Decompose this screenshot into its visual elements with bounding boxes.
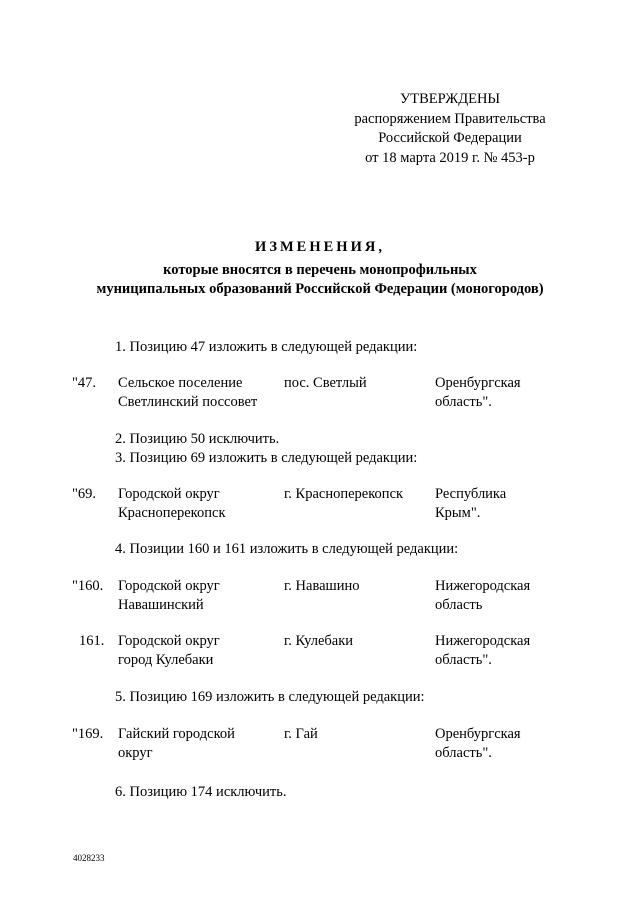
entry-municipality-line-1: Городской округ <box>118 633 220 649</box>
entry-161 <box>0 632 640 672</box>
entry-municipality-line-2: Светлинский поссовет <box>118 394 258 410</box>
document-subtitle <box>60 261 580 299</box>
entry-region-line-2: область". <box>435 394 492 410</box>
instruction-2: 2. Позицию 50 исключить. <box>115 431 280 447</box>
entry-municipality <box>118 632 278 670</box>
entry-region-line-1: Нижегородская <box>435 578 531 594</box>
instruction-5: 5. Позицию 169 изложить в следующей редакции: <box>115 689 425 705</box>
entry-region-line-1: Республика <box>435 486 507 502</box>
approval-line-1: распоряжением Правительства <box>354 110 546 127</box>
entry-municipality <box>118 577 278 615</box>
entry-region <box>435 632 585 670</box>
entry-city: г. Красноперекопск <box>284 486 404 502</box>
document-code: 4028233 <box>73 853 105 863</box>
entry-municipality-line-1: Городской округ <box>118 486 220 502</box>
entry-municipality <box>118 725 278 763</box>
entry-region-line-1: Нижегородская <box>435 633 531 649</box>
entry-47 <box>0 374 640 414</box>
entry-region-line-2: область <box>435 597 483 613</box>
entry-city: г. Навашино <box>284 578 360 594</box>
instruction-6: 6. Позицию 174 исключить. <box>115 784 287 800</box>
document-title: ИЗМЕНЕНИЯ, <box>255 239 385 255</box>
entry-number: "47. <box>72 375 97 391</box>
approval-line-3: от 18 марта 2019 г. № 453-р <box>365 149 535 166</box>
entry-number: "69. <box>72 486 97 502</box>
instruction-3: 3. Позицию 69 изложить в следующей редакции: <box>115 450 418 466</box>
entry-region-line-1: Оренбургская <box>435 726 521 742</box>
approval-line-2: Российской Федерации <box>378 130 522 146</box>
entry-municipality-line-1: Городской округ <box>118 578 220 594</box>
entry-municipality-line-2: Красноперекопск <box>118 505 226 521</box>
instruction-4: 4. Позиции 160 и 161 изложить в следующей редакции: <box>115 541 459 557</box>
entry-region-line-1: Оренбургская <box>435 375 521 391</box>
entry-municipality <box>118 485 278 523</box>
approval-title: УТВЕРЖДЕНЫ <box>400 91 501 107</box>
entry-municipality-line-1: Гайский городской <box>118 726 235 742</box>
entry-169 <box>0 725 640 765</box>
entry-69 <box>0 485 640 525</box>
entry-municipality-line-2: Навашинский <box>118 597 204 613</box>
entry-160 <box>0 577 640 617</box>
entry-region <box>435 577 585 615</box>
entry-city: г. Гай <box>284 726 318 742</box>
entry-municipality-line-2: город Кулебаки <box>118 652 214 668</box>
entry-number: 161. <box>79 633 105 649</box>
instruction-1: 1. Позицию 47 изложить в следующей редакции: <box>115 339 418 355</box>
entry-region-line-2: область". <box>435 652 492 668</box>
entry-region <box>435 374 585 412</box>
entry-number: "160. <box>72 578 104 594</box>
entry-municipality <box>118 374 278 412</box>
entry-region-line-2: Крым". <box>435 505 481 521</box>
entry-region <box>435 485 585 523</box>
entry-municipality-line-1: Сельское поселение <box>118 375 243 391</box>
entry-region <box>435 725 585 763</box>
entry-city: пос. Светлый <box>284 375 367 391</box>
entry-city: г. Кулебаки <box>284 633 354 649</box>
approval-block <box>330 90 570 168</box>
entry-number: "169. <box>72 726 104 742</box>
subtitle-line-1: которые вносятся в перечень монопрофильных <box>163 262 477 278</box>
subtitle-line-2: муниципальных образований Российской Федерации (моногородов) <box>96 281 544 297</box>
entry-municipality-line-2: округ <box>118 745 153 761</box>
entry-region-line-2: область". <box>435 745 492 761</box>
